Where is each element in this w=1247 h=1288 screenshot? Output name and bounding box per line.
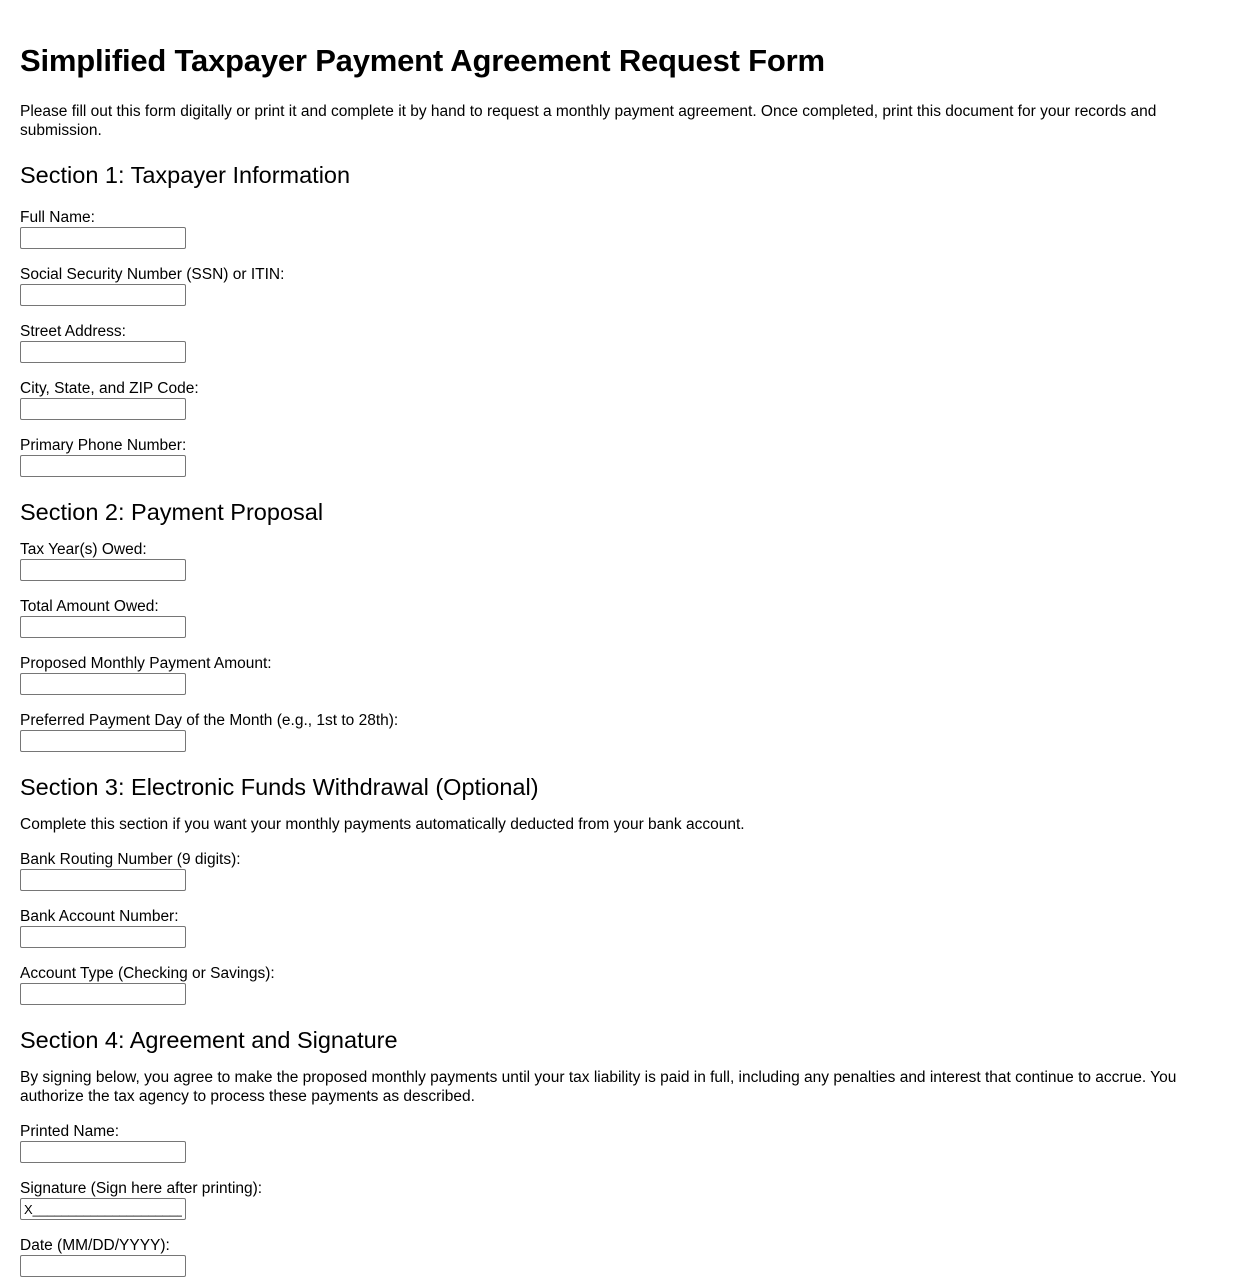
- section-3-description: Complete this section if you want your monthly payments automatically deducted from your bank account.: [20, 816, 745, 833]
- full-name-label: Full Name:: [20, 209, 95, 226]
- section-4-description: By signing below, you agree to make the proposed monthly payments until your tax liability is paid in full, including any penalties and interest that continue to accrue. You authorize the tax agency to process these payments as described.: [20, 1069, 1177, 1105]
- city-state-zip-input[interactable]: [20, 398, 186, 420]
- printed-name-label: Printed Name:: [20, 1123, 120, 1140]
- field-monthly-payment: [20, 654, 1227, 695]
- routing-number-label: Bank Routing Number (9 digits):: [20, 851, 241, 868]
- signature-input[interactable]: [20, 1198, 186, 1220]
- monthly-payment-label: Proposed Monthly Payment Amount:: [20, 655, 272, 672]
- field-account-type: [20, 964, 1227, 1005]
- page-title: Simplified Taxpayer Payment Agreement Request Form: [20, 43, 825, 78]
- account-type-input[interactable]: [20, 983, 186, 1005]
- tax-years-owed-label: Tax Year(s) Owed:: [20, 541, 147, 558]
- field-phone-number: [20, 436, 1227, 477]
- field-tax-years-owed: [20, 540, 1227, 581]
- tax-years-owed-input[interactable]: [20, 559, 186, 581]
- section-1-heading: Section 1: Taxpayer Information: [20, 162, 351, 188]
- routing-number-input[interactable]: [20, 869, 186, 891]
- section-2-heading: Section 2: Payment Proposal: [20, 499, 324, 525]
- field-signature: [20, 1179, 1227, 1220]
- section-3-heading: Section 3: Electronic Funds Withdrawal (Optional): [20, 774, 539, 800]
- monthly-payment-input[interactable]: [20, 673, 186, 695]
- field-total-amount-owed: [20, 597, 1227, 638]
- account-type-label: Account Type (Checking or Savings):: [20, 965, 275, 982]
- date-label: Date (MM/DD/YYYY):: [20, 1237, 170, 1254]
- city-state-zip-label: City, State, and ZIP Code:: [20, 380, 199, 397]
- field-payment-day: [20, 711, 1227, 752]
- field-account-number: [20, 907, 1227, 948]
- field-street-address: [20, 322, 1227, 363]
- printed-name-input[interactable]: [20, 1141, 186, 1163]
- field-routing-number: [20, 850, 1227, 891]
- ssn-itin-input[interactable]: [20, 284, 186, 306]
- intro-text: Please fill out this form digitally or print it and complete it by hand to request a monthly payment agreement. Once completed, print this document for your records and submission.: [20, 103, 1157, 139]
- account-number-input[interactable]: [20, 926, 186, 948]
- field-ssn-itin: [20, 265, 1227, 306]
- field-date: [20, 1236, 1227, 1277]
- section-4-heading: Section 4: Agreement and Signature: [20, 1027, 398, 1053]
- phone-number-input[interactable]: [20, 455, 186, 477]
- ssn-itin-label: Social Security Number (SSN) or ITIN:: [20, 266, 285, 283]
- payment-day-label: Preferred Payment Day of the Month (e.g., 1st to 28th):: [20, 712, 399, 729]
- field-full-name: [20, 208, 1227, 249]
- total-amount-owed-input[interactable]: [20, 616, 186, 638]
- signature-label: Signature (Sign here after printing):: [20, 1180, 263, 1197]
- date-input[interactable]: [20, 1255, 186, 1277]
- street-address-label: Street Address:: [20, 323, 126, 340]
- field-city-state-zip: [20, 379, 1227, 420]
- field-printed-name: [20, 1122, 1227, 1163]
- total-amount-owed-label: Total Amount Owed:: [20, 598, 159, 615]
- full-name-input[interactable]: [20, 227, 186, 249]
- phone-number-label: Primary Phone Number:: [20, 437, 187, 454]
- account-number-label: Bank Account Number:: [20, 908, 179, 925]
- street-address-input[interactable]: [20, 341, 186, 363]
- payment-day-input[interactable]: [20, 730, 186, 752]
